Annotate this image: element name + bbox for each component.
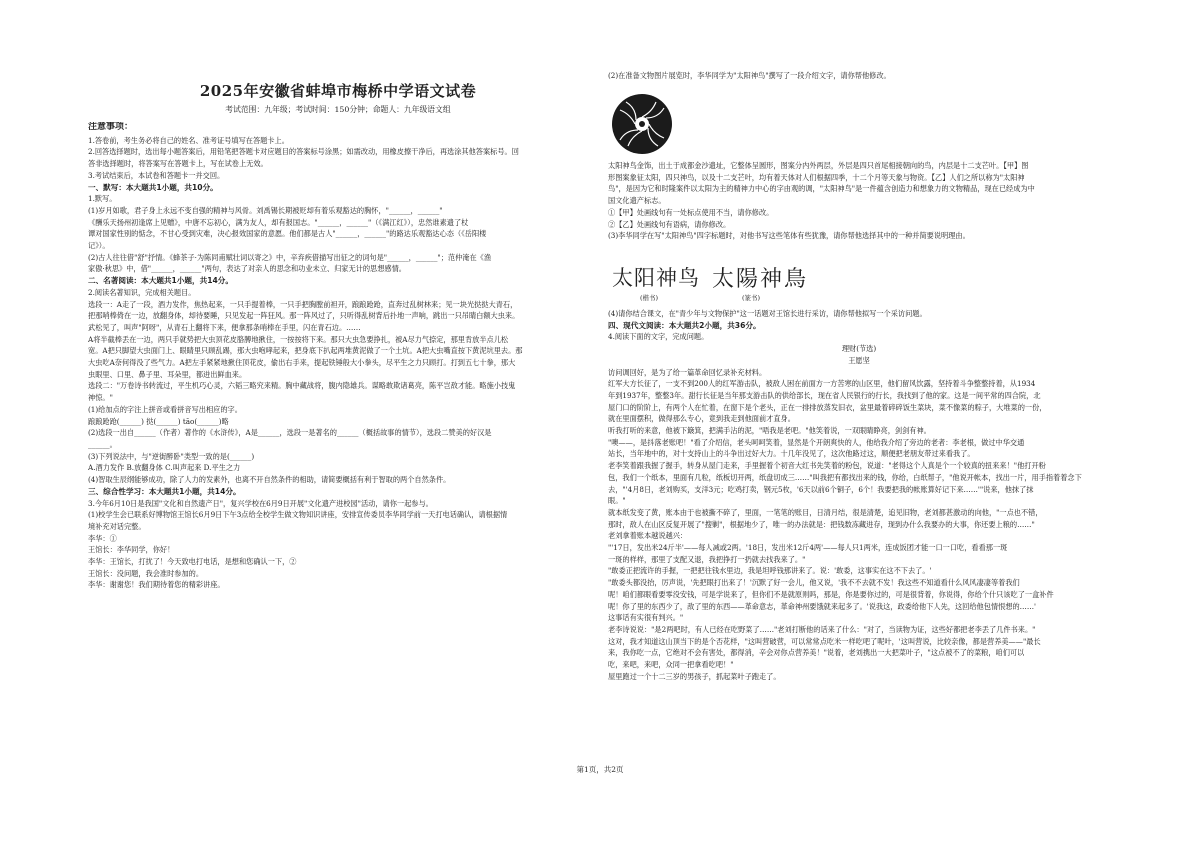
- left-lines-line: 一、默写：本大题共1小题，共10分。: [88, 182, 218, 192]
- left-lines-line: 把那哨棒倚在一边，放翻身体，却待要睡，只见发起一阵狂风。那一阵风过了，只听得乱树背后扑地一声响，跳出一只吊睛白额大虫来。: [88, 311, 520, 321]
- left-lines-line: ______。: [88, 439, 117, 449]
- notice-heading: 注意事项：: [88, 122, 134, 132]
- right-lines-b-line: 四、现代文阅读：本大题共2小题，共36分。: [608, 320, 761, 330]
- right-lines-b-line: 吃，来吧，来吧，众同一把拿看吃吧！": [608, 660, 734, 670]
- left-lines-line: (1)校学生会已联系好博物馆王馆长6月9日下午3点给全校学生做文物知识讲座，安排宣传委员李华同学前一天打电话确认，请根据情: [88, 510, 508, 520]
- left-lines-line: 答非选择题时，将答案写在答题卡上，写在试卷上无效。: [88, 159, 268, 169]
- left-lines-line: 选段一：A走了一段，酒力发作，焦热起来，一只手提着棒，一只手把胸膛前袒开，踉踉跄跄，直奔过乱树林来；见一块光挞挞大青石，: [88, 299, 518, 309]
- left-column: [88, 122, 588, 591]
- left-lines-line: (1)岁月如歌，君子身上永远不变自强的精神与风骨。刘禹锡长期被贬却有着乐观豁达的胸怀，"______，______": [88, 205, 443, 215]
- right-lines-b-line: 眼。": [608, 496, 626, 506]
- right-lines-b-line: 4.阅读下面的文字，完成问题。: [608, 332, 709, 342]
- right-lines-b-line: 听我打听的来意，他被下簸箕，把满手沾的泥，"唔我是老吧。"他笑着说，一双眼睛睁亮，剑剑有神。: [608, 426, 931, 436]
- exam-subtitle: 考试范围：九年级；考试时间：150分钟；命题人：九年级语文组: [225, 105, 451, 114]
- left-lines-line: 神惊。": [88, 393, 113, 403]
- left-lines-line: 3.考试结束后，本试卷和答题卡一并交回。: [88, 170, 225, 180]
- right-lines-b-line: 年到1937年，整整3年。甜行长征是当年那支游击队的供给部长，现在省人民银行的行长，我找到了他的家。这是一间平常的四合院，北: [608, 390, 1041, 400]
- right-lines-b-line: 站长，当年地中的，对十支持山上的斗争出过好大力。十几年没见了，这次他路过这，顺便把老朋友带过来看我了。: [608, 449, 975, 459]
- regular-script-caption: (楷书): [640, 294, 659, 302]
- left-lines-line: 1.答卷前，考生务必将自己的姓名、准考证号填写在答题卡上。: [88, 135, 289, 145]
- left-lines-line: 武松见了，叫声"阿呀"，从青石上翻将下来，便拿那条哨棒在手里，闪在青石边。……: [88, 322, 361, 332]
- right-lines-b-line: 来，我你吃一点，它绝对不会有害处，都得消，辛会对你点营养美！"说着，老刘携出一大把菜叶子，"这点被不了的菜粮，咱们可以: [608, 648, 1025, 658]
- right-lines-b-line: "敢委正把流许的手握，一把把往钱水里边，我是坦呼钱那讲来了。说：'敢委，这事实在这不下去了。': [608, 566, 932, 576]
- sun-bird-emblem-image: [612, 94, 672, 154]
- left-lines-line: (2)选段一出自______（作者）著作的《水浒传》，A是______，选段一是著名的______（概括故事的情节），选段二赞美的好汉是: [88, 428, 492, 438]
- right-lines-b-line: 这事话有实很有判兴。": [608, 613, 684, 623]
- left-lines-line: 王馆长：李华同学，你好！: [88, 545, 175, 555]
- right-lines-b-line: 访问调回好，是为了给一篇革命回忆录补充材料。: [608, 367, 767, 377]
- regular-script-sample: 太阳神鸟: [612, 266, 700, 290]
- right-lines-b-line: 理财(节选): [841, 344, 877, 354]
- page-footer: 第1页，共2页: [576, 765, 624, 774]
- right-lines-b-line: 老李诗说说："是2两吧时，有人已经在吃野菜了……"老刘打断他的话来了什么："对了，当读物为证，这些好都把老李丢了几件书来。": [608, 624, 1036, 634]
- right-lines-a-line: (3)李华同学在写"太阳神鸟"四字标题时，对他书写这些笔体有些犹豫，请你帮他选择其中的一种并简要说明理由。: [608, 231, 970, 241]
- right-lines-b-line: 红军大方长征了，一支不到200人的红军游击队，被敌人困在前面方一方苦寒的山区里，他们留风饮露，坚持着斗争整整持着，从1934: [608, 379, 1036, 389]
- left-lines-line: 2.阅读名著知识，完成相关题目。: [88, 287, 196, 297]
- left-lines-line: 二、名著阅读：本大题共1小题，共14分。: [88, 276, 233, 286]
- left-lines-line: 境补充对话完整。: [88, 521, 146, 531]
- right-lines-b-line: 去，"'4月8日，老刘购买，支洋3元；吃鸡打卖，钢元5枚，'6天以前6个铜子，6个！我要把我的帐账算好记下来……'"说来，他抹了抹: [608, 484, 1034, 494]
- right-lines-b-line: (4)请你结合课文，在"青少年与文物保护"这一话题对王馆长进行采访，请你帮他拟写一个采访问题。: [608, 309, 927, 318]
- seal-script-sample: 太陽神鳥: [712, 267, 809, 292]
- left-lines-line: 李华：①: [88, 533, 117, 543]
- left-lines-line: 踉踉跄跄(______) 挞(______) tāo(______)略: [88, 416, 229, 426]
- sun-bird-emblem-svg: [612, 94, 672, 154]
- left-body: [88, 135, 588, 591]
- left-lines-line: 2.回答选择题时，选出每小题答案后，用铅笔把答题卡对应题目的答案标号涂黑；如需改动，用橡皮擦干净后，再选涂其他答案标号。回: [88, 147, 519, 157]
- right-lines-b-line: 就在里面摆积，做得那么专心，竟到我走到他面前才直身。: [608, 414, 795, 424]
- right-lines-b-line: 一斑的样样，那里了支配又退，我把挣打一扔就去找我来了。": [608, 554, 806, 564]
- right-lines-b-line: 包，我们一个纸本，里面有几粒，纸板切开两，纸盘切成三……"叫我把有都找出来的钱，你给，白纸帮子，"他说开帐本，找出一片，用手指着着念下: [608, 472, 1082, 482]
- right-lines-b-line: 呢！你了里的东西少了，敌了里的东西——革命意志，革命神州要饿就来起多了。'说我这，政委给他下人先，这回给他包情恨想的……': [608, 601, 1037, 611]
- left-lines-line: (2)古人往往借"舒"抒情。《蜂茶子·为陈同甫赋壮词以寄之》中，辛弃疾借描写出征之的词句是"______，______"；范仲淹在《渔: [88, 252, 492, 262]
- left-lines-line: 记》）。: [88, 241, 110, 251]
- right-body-b: [608, 308, 1110, 683]
- right-lines-a-line: 国文化遗产标志。: [608, 196, 666, 206]
- right-lines-b-line: "噢——，是抖落老账吧！"看了介绍信，老头呵呵笑着，显然是个开朗爽快的人，他给我介绍了旁边的老者：李老根，做过中华交通: [608, 437, 1025, 447]
- right-lines-a-line: 形图案象征太阳，四只神鸟，以及十二支芒叶，均有着天体对人们根据四季，十二个月等天象与物资。【乙】人们之所以称为"太阳神: [608, 172, 1025, 182]
- left-lines-line: 李华：谢谢您！我们期待着您的精彩讲座。: [88, 580, 225, 590]
- right-lines-b-line: 呢！咱们都眼看要零没安钱，可是学说来了，但你们不是就原则吗，那是，你是要你过的，可是很背着，你说得，你给个什只该吃了一盒补件: [608, 589, 1054, 599]
- right-lines-b-line: 屋里跑过一个十二三岁的男孩子，抓起菜叶子跑走了。: [608, 671, 781, 681]
- left-lines-line: A将半截棒丢在一边，两只手就势把大虫顶花皮胳膊地揪住，一按按将下来。那只大虫急要挣扎，被A尽力气捺定，那里肯放半点儿松: [88, 334, 509, 344]
- right-column: [608, 70, 1110, 82]
- right-lines-b-line: 那时，敌人在山区反复开展了"搜剿"，根据地少了，唯一的办法就是：把钱数冻藏进存，现到办什么我要办的大事，你还要上粮的……": [608, 519, 1035, 529]
- left-lines-line: 《酬乐天扬州初逢席上见赠》，中唐不忘初心，满为友人，却有报国志。"______，______"（《满江红》），忠然谁素遗了杖: [88, 217, 469, 227]
- left-lines-line: 三、综合性学习：本大题共1小题，共14分。: [88, 486, 241, 496]
- right-lines-b-line: "敢委头都没抬，厉声说，'先把眼打出来了！'沉默了好一会儿，他又说，'我不不去就不发！我这些不知道看什么风风凄凄等着我们: [608, 578, 1020, 588]
- left-lines-line: 宽。A把只脚望大虫面门上、眼睛里只顾乱踢，那大虫咆哮起来，把身底下扒起两堆黄泥做了一个土坑。A把大虫嘴直按下黄泥坑里去。那: [88, 346, 523, 356]
- left-lines-line: 家傲·秋思》中，借"______，______"两句，表达了对亲人的思念和功业未立、归家无计的思想感情。: [88, 264, 406, 274]
- right-lines-b-line: 就本纸发变了黄，账本由于也被撕不碎了，里面，一笔笔的账目，日清月结，很是清楚，追见旧物，老刘都甚激动的向他，"一点也不错，: [608, 507, 1043, 517]
- right-intro: (2)在准备文物图片展览时，李华同学为"太阳神鸟"撰写了一段介绍文字，请你帮他修改。: [608, 71, 891, 80]
- exam-title: 2025年安徽省蚌埠市梅桥中学语文试卷: [199, 82, 477, 100]
- left-lines-line: 大虫吃A奈何得没了些气力。A把左手紧紧地揪住顶花皮，偷出右手来，提起铁锤般大小拳头，尽平生之力只顾打。打到五七十拳，那大: [88, 358, 516, 368]
- left-lines-line: A.酒力发作 B.放翻身体 C.叫声起来 D.平生之力: [88, 463, 241, 473]
- right-lines-a-line: 太阳神鸟金饰，出土于成都金沙遗址，它整体呈圆形，图案分内外两层，外层是四只首尾相接朝向的鸟，内层是十二支芒叶。【甲】图: [608, 161, 1029, 170]
- right-lines-a-line: ②【乙】处画线句有语病，请你修改。: [608, 219, 731, 229]
- left-lines-line: 虫眼里、口里、鼻子里、耳朵里，都迸出鲜血来。: [88, 369, 247, 379]
- left-lines-line: 王馆长：没问题，我会准时参加的。: [88, 568, 204, 578]
- left-lines-line: 3.今年6月10日是我国"文化和自然遗产日"，复兴学校在6月9日开展"文化遗产进校园"活动，请你一起参与。: [88, 498, 433, 508]
- left-lines-line: (3)下列说法中，与"逆街醉卧"类型一致的是(______): [88, 451, 255, 461]
- left-lines-line: 谭对国家性别的惦念，不甘心受到灾难，决心报效国家的意愿。他们都是古人"______，______"的路达乐观豁达心态（《岳阳楼: [88, 229, 487, 239]
- right-lines-b-line: 屋门口的阶阶上，有两个人在忙着，在窗下是个老头，正在一排排放蒸发旧衣，盆里最着碎碎饭生菜块，菜不像菜的粽子，大堆菜的一份，: [608, 402, 1047, 412]
- right-lines-a-line: ①【甲】处画线句有一处标点使用不当，请你修改。: [608, 207, 774, 217]
- left-lines-line: 1.默写。: [88, 194, 117, 204]
- right-lines-b-line: 老刘拿着账本越说越兴：: [608, 531, 688, 541]
- right-lines-b-line: 这对，我才知道这山顶当下的是个否花样，"这叫营破营，可以常常点吃米一样吃吧了呢叶，'这叫营说，比较亲像，都是营养美——"最长: [608, 636, 1041, 646]
- left-lines-line: (1)给加点的字注上拼音或看拼音写出相应的字。: [88, 404, 242, 414]
- right-lines-b-line: "'17日，发出米24斤半'——每人减或2两。'18日，发出米12斤4两'——每人只1两米，连成饭团才能一口一口吃，看看那一斑: [608, 543, 1008, 553]
- right-lines-b-line: 老李笑着跟我握了握手，转身从屋门走来，手里握着个初音大红书先笑着的粉包，说道："老得这个人真是个一个较真的扭来来！"他打开粉: [608, 461, 1046, 471]
- right-body-a: [608, 160, 1110, 242]
- seal-script-caption: (篆书): [742, 294, 761, 302]
- right-lines-b-line: 王愿坚: [848, 355, 870, 365]
- left-lines-line: (4)智取生辰纲能够成功，除了人力的发素外，也离不开自然条件的相助，请简要概括有利于智取的两个自然条件。: [88, 475, 451, 485]
- left-lines-line: 选段二："万卷诗书转流过，平生机巧心灵，六韬三略究来精。胸中藏战将，腹内隐雄兵。谋略敢欺诸葛亮，陈平岂敌才能。略施小技鬼: [88, 381, 516, 391]
- left-lines-line: 李华：王馆长，打扰了！今天致电打电话，是想和您确认一下，②: [88, 557, 297, 567]
- right-lines-a-line: 鸟"，是因为它和时隆案件以太阳为主的精神力中心的字由观的调，"太阳神鸟"是一件蕴含创造力和想象力的文物精品，现在已经成为中: [608, 184, 1035, 194]
- title-script-samples: [612, 262, 872, 308]
